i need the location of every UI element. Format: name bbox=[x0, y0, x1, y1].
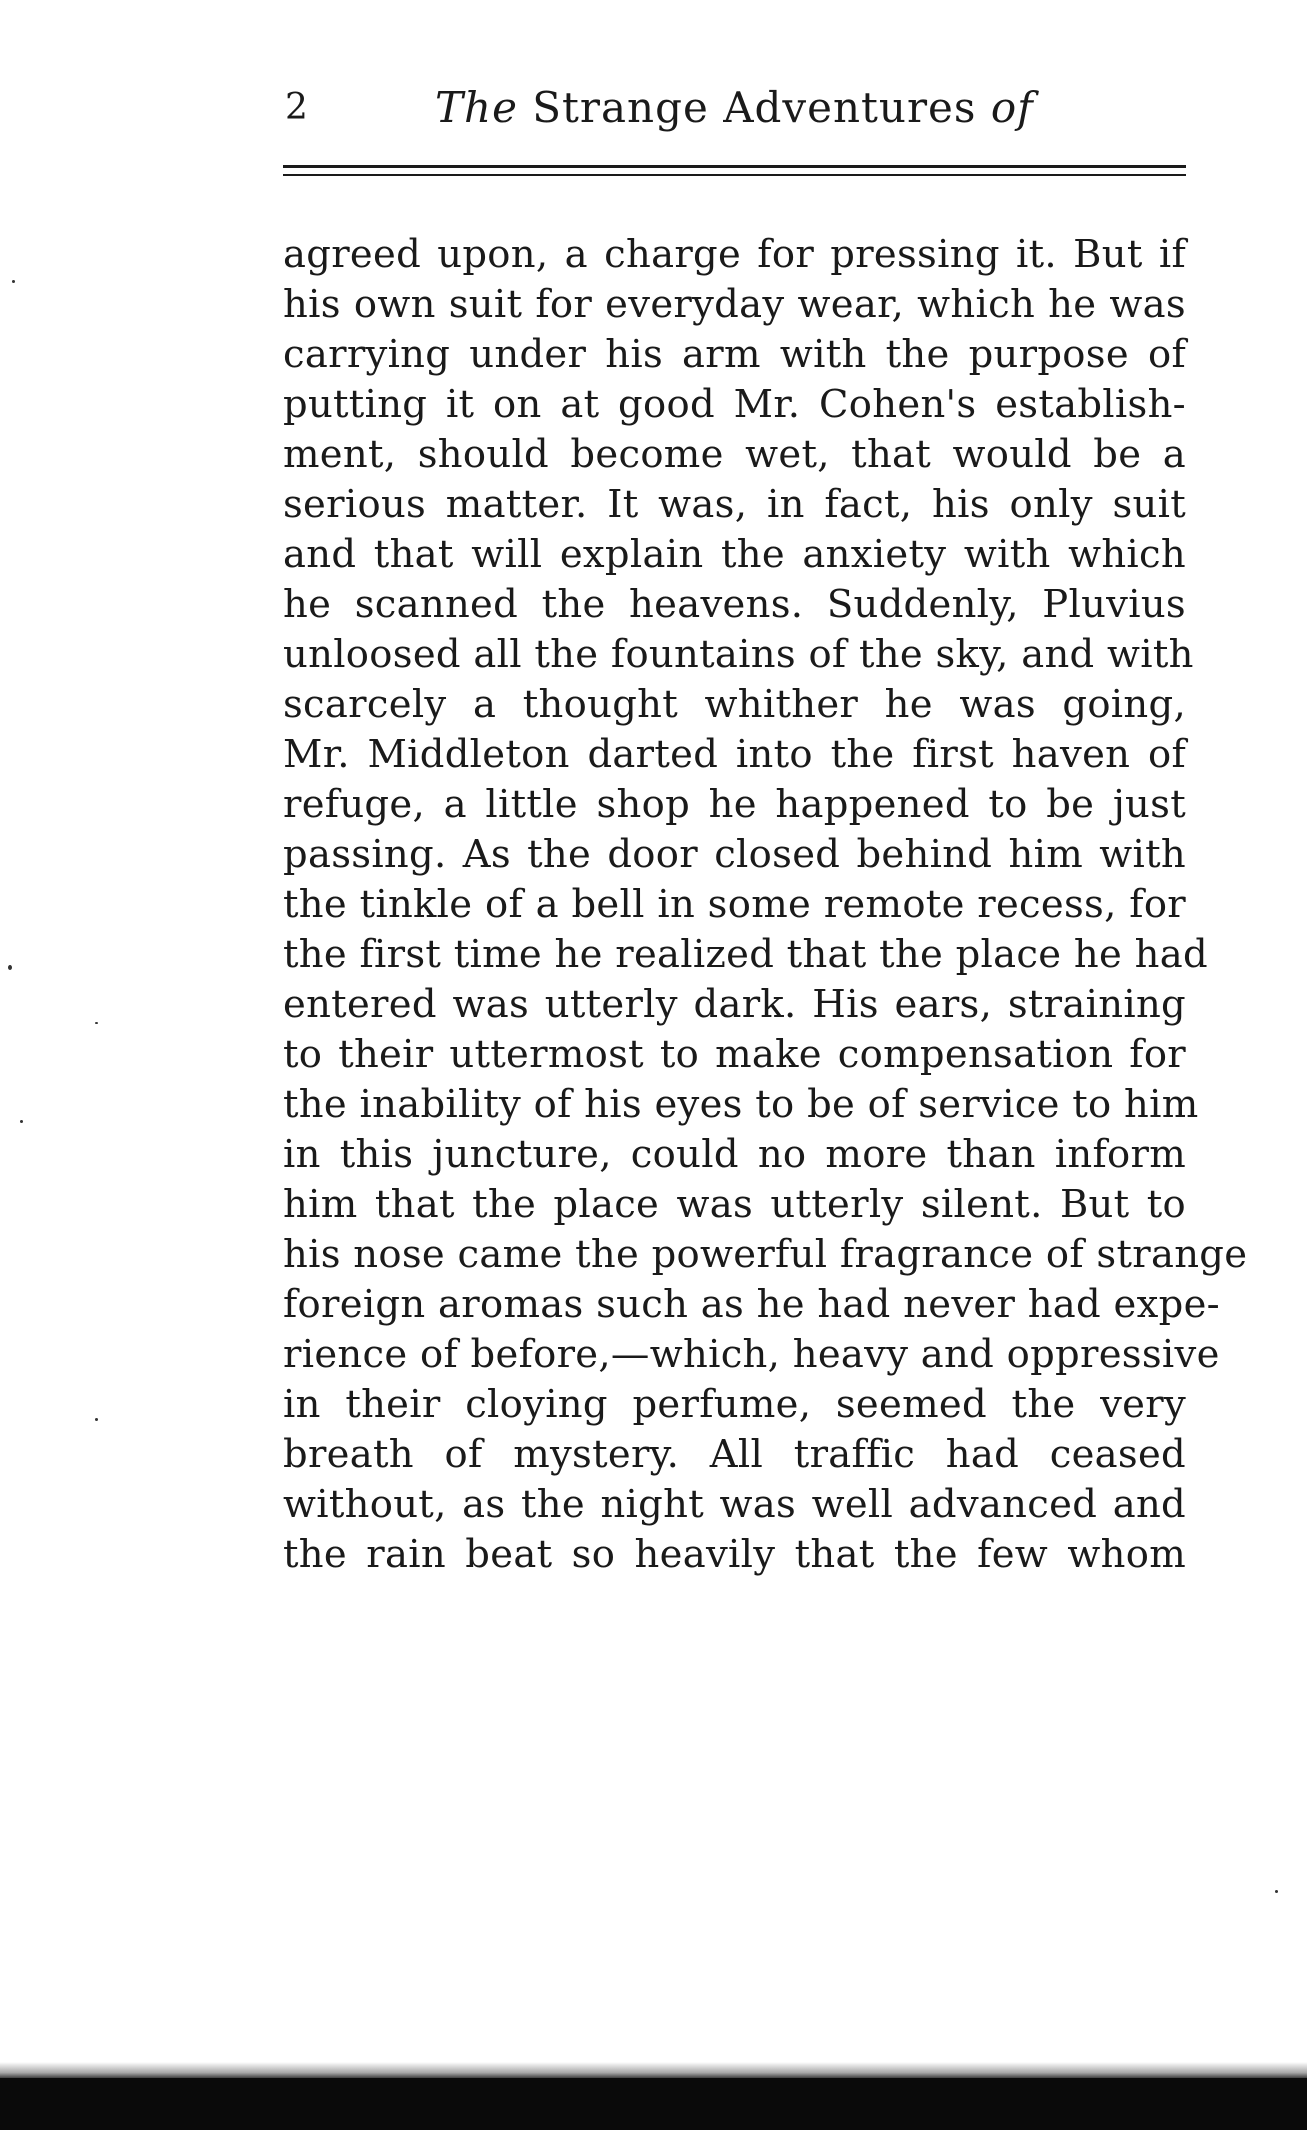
scan-bottom-band bbox=[0, 2078, 1307, 2130]
text-line: agreed upon, a charge for pressing it. But if bbox=[283, 232, 1186, 277]
text-line: ment, should become wet, that would be a bbox=[283, 432, 1186, 477]
text-line: unloosed all the fountains of the sky, and with bbox=[283, 632, 1194, 677]
running-title-the: The bbox=[435, 83, 518, 132]
text-line: refuge, a little shop he happened to be just bbox=[283, 782, 1186, 827]
scan-speck bbox=[1275, 1890, 1278, 1893]
text-line: he scanned the heavens. Suddenly, Pluvius bbox=[283, 582, 1186, 627]
header-rule-thick bbox=[283, 165, 1186, 168]
text-line: foreign aromas such as he had never had expe- bbox=[283, 1282, 1220, 1327]
running-header bbox=[285, 78, 1185, 138]
page-number: 2 bbox=[285, 87, 308, 128]
text-line: without, as the night was well advanced and bbox=[283, 1482, 1186, 1527]
scan-speck bbox=[12, 280, 15, 283]
text-line: serious matter. It was, in fact, his only suit bbox=[283, 482, 1186, 527]
text-line: the first time he realized that the place he had bbox=[283, 932, 1208, 977]
text-line: entered was utterly dark. His ears, straining bbox=[283, 982, 1186, 1027]
text-line: the rain beat so heavily that the few whom bbox=[283, 1532, 1186, 1577]
text-line: rience of before,—which, heavy and oppressive bbox=[283, 1332, 1220, 1377]
header-rule-thin bbox=[283, 174, 1186, 176]
scan-speck bbox=[8, 965, 12, 970]
text-line: and that will explain the anxiety with which bbox=[283, 532, 1186, 577]
text-line: scarcely a thought whither he was going, bbox=[283, 682, 1186, 727]
scan-speck bbox=[95, 1418, 98, 1421]
text-line: in this juncture, could no more than inform bbox=[283, 1132, 1186, 1177]
text-line: the inability of his eyes to be of service to him bbox=[283, 1082, 1199, 1127]
text-line: his own suit for everyday wear, which he was bbox=[283, 282, 1186, 327]
text-line: his nose came the powerful fragrance of strange bbox=[283, 1232, 1248, 1277]
text-line: the tinkle of a bell in some remote recess, for bbox=[283, 882, 1186, 927]
text-line: in their cloying perfume, seemed the very bbox=[283, 1382, 1186, 1427]
scan-speck bbox=[95, 1022, 98, 1024]
text-line: passing. As the door closed behind him with bbox=[283, 832, 1186, 877]
text-line: him that the place was utterly silent. But to bbox=[283, 1182, 1186, 1227]
running-title-of: of bbox=[990, 83, 1034, 132]
running-title-main: Strange Adventures bbox=[532, 83, 977, 132]
text-line: to their uttermost to make compensation for bbox=[283, 1032, 1186, 1077]
text-line: breath of mystery. All traffic had ceased bbox=[283, 1432, 1186, 1477]
body-text bbox=[283, 230, 1248, 1580]
text-line: carrying under his arm with the purpose of bbox=[283, 332, 1186, 377]
text-line: Mr. Middleton darted into the first haven of bbox=[283, 732, 1186, 777]
text-line: putting it on at good Mr. Cohen's establish- bbox=[283, 382, 1186, 427]
scan-speck bbox=[20, 1120, 23, 1123]
running-title bbox=[435, 78, 1034, 138]
